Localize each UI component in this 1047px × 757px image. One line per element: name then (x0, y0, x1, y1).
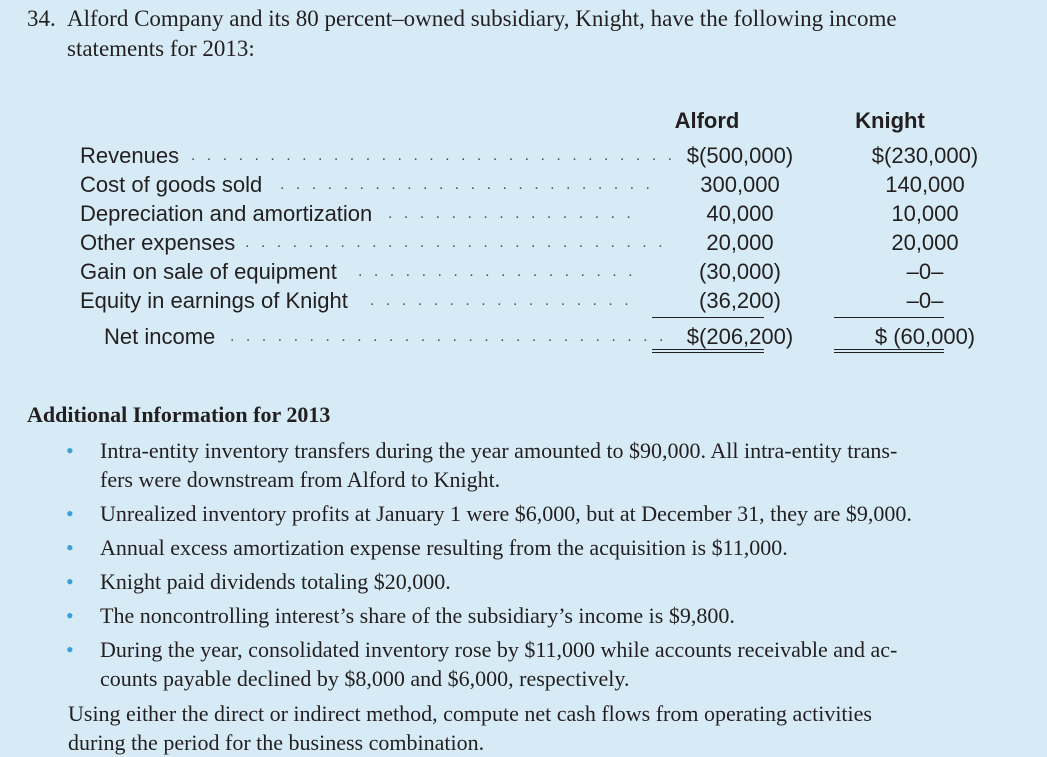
knight-value: $ (60,000) (874, 324, 976, 349)
dot-leader: . . . . . . . . . . . . . . . . . (370, 292, 633, 309)
row-label: Revenues (80, 143, 180, 168)
knight-value: $(230,000) (871, 143, 979, 168)
table-row-net-income (80, 322, 1020, 351)
subtotal-rule-knight (834, 317, 944, 318)
dot-leader: . . . . . . . . . . . . . . . . . . . . . . . . (280, 176, 654, 193)
table-row (80, 199, 1020, 228)
knight-value: –0– (906, 259, 944, 284)
dot-leader: . . . . . . . . . . . . . . . . . . . . . . . . . . . . . . . . (175, 147, 676, 164)
row-label: Gain on sale of equipment (80, 259, 337, 284)
dot-leader: . . . . . . . . . . . . . . . . . . . . . . . . . . . (245, 234, 667, 251)
closing-question: Using either the direct or indirect method, compute net cash flows from operating activities during the period for the business combination. (68, 701, 872, 755)
dot-leader: . . . . . . . . . . . . . . . . (388, 205, 635, 222)
list-item: • Intra-entity inventory transfers during the year amounted to $90,000. All intra-entity trans- fers were downstream from Alford to Knight. (66, 438, 898, 492)
row-label: Equity in earnings of Knight (80, 288, 348, 313)
table-row (80, 141, 1020, 170)
subtotal-rule-alford (652, 317, 764, 318)
table-row (80, 170, 1020, 199)
problem-text-line1: Alford Company and its 80 percent–owned subsidiary, Knight, have the following income (67, 6, 897, 31)
alford-value: $(500,000) (686, 143, 794, 168)
knight-value: 20,000 (891, 230, 959, 255)
table-row (80, 257, 1020, 286)
alford-value: 40,000 (706, 201, 774, 226)
bullet-icon: • (66, 637, 74, 662)
table-row (80, 286, 1020, 315)
problem-number: 34. (27, 6, 56, 31)
additional-info-heading: Additional Information for 2013 (27, 402, 331, 427)
row-label: Depreciation and amortization (80, 201, 373, 226)
bullet-icon: • (66, 438, 74, 463)
row-label: Other expenses (80, 230, 236, 255)
row-label: Net income (104, 324, 216, 349)
row-label: Cost of goods sold (80, 172, 263, 197)
table-row (80, 228, 1020, 257)
total-double-rule-knight (834, 349, 944, 353)
list-item: • During the year, consolidated inventory rose by $11,000 while accounts receivable and ac- counts payable declined by $8,000 and $6,000, respectively. (66, 637, 898, 691)
column-header-knight: Knight (855, 108, 925, 133)
knight-value: 140,000 (885, 172, 965, 197)
alford-value: $(206,200) (686, 324, 794, 349)
bullet-icon: • (66, 603, 74, 628)
alford-value: (30,000) (699, 259, 781, 284)
problem-statement (27, 4, 1027, 64)
additional-info-list (60, 436, 1010, 698)
total-double-rule-alford (652, 349, 764, 353)
list-item: • Knight paid dividends totaling $20,000. (66, 569, 451, 594)
list-item: • Annual excess amortization expense resulting from the acquisition is $11,000. (66, 535, 788, 560)
knight-value: –0– (906, 288, 944, 313)
alford-value: 300,000 (700, 172, 780, 197)
column-header-alford: Alford (674, 108, 740, 133)
alford-value: 20,000 (706, 230, 774, 255)
dot-leader: . . . . . . . . . . . . . . . . . . . . . . . . . . . . (230, 328, 667, 345)
knight-value: 10,000 (891, 201, 959, 226)
bullet-icon: • (66, 501, 74, 526)
alford-value: (36,200) (699, 288, 781, 313)
dot-leader: . . . . . . . . . . . . . . . . . . (358, 263, 637, 280)
list-item: • Unrealized inventory profits at January 1 were $6,000, but at December 31, they are $9,000. (66, 501, 912, 526)
bullet-icon: • (66, 535, 74, 560)
problem-text-line2: statements for 2013: (67, 36, 255, 61)
bullet-icon: • (66, 569, 74, 594)
list-item: • The noncontrolling interest’s share of the subsidiary’s income is $9,800. (66, 603, 735, 628)
